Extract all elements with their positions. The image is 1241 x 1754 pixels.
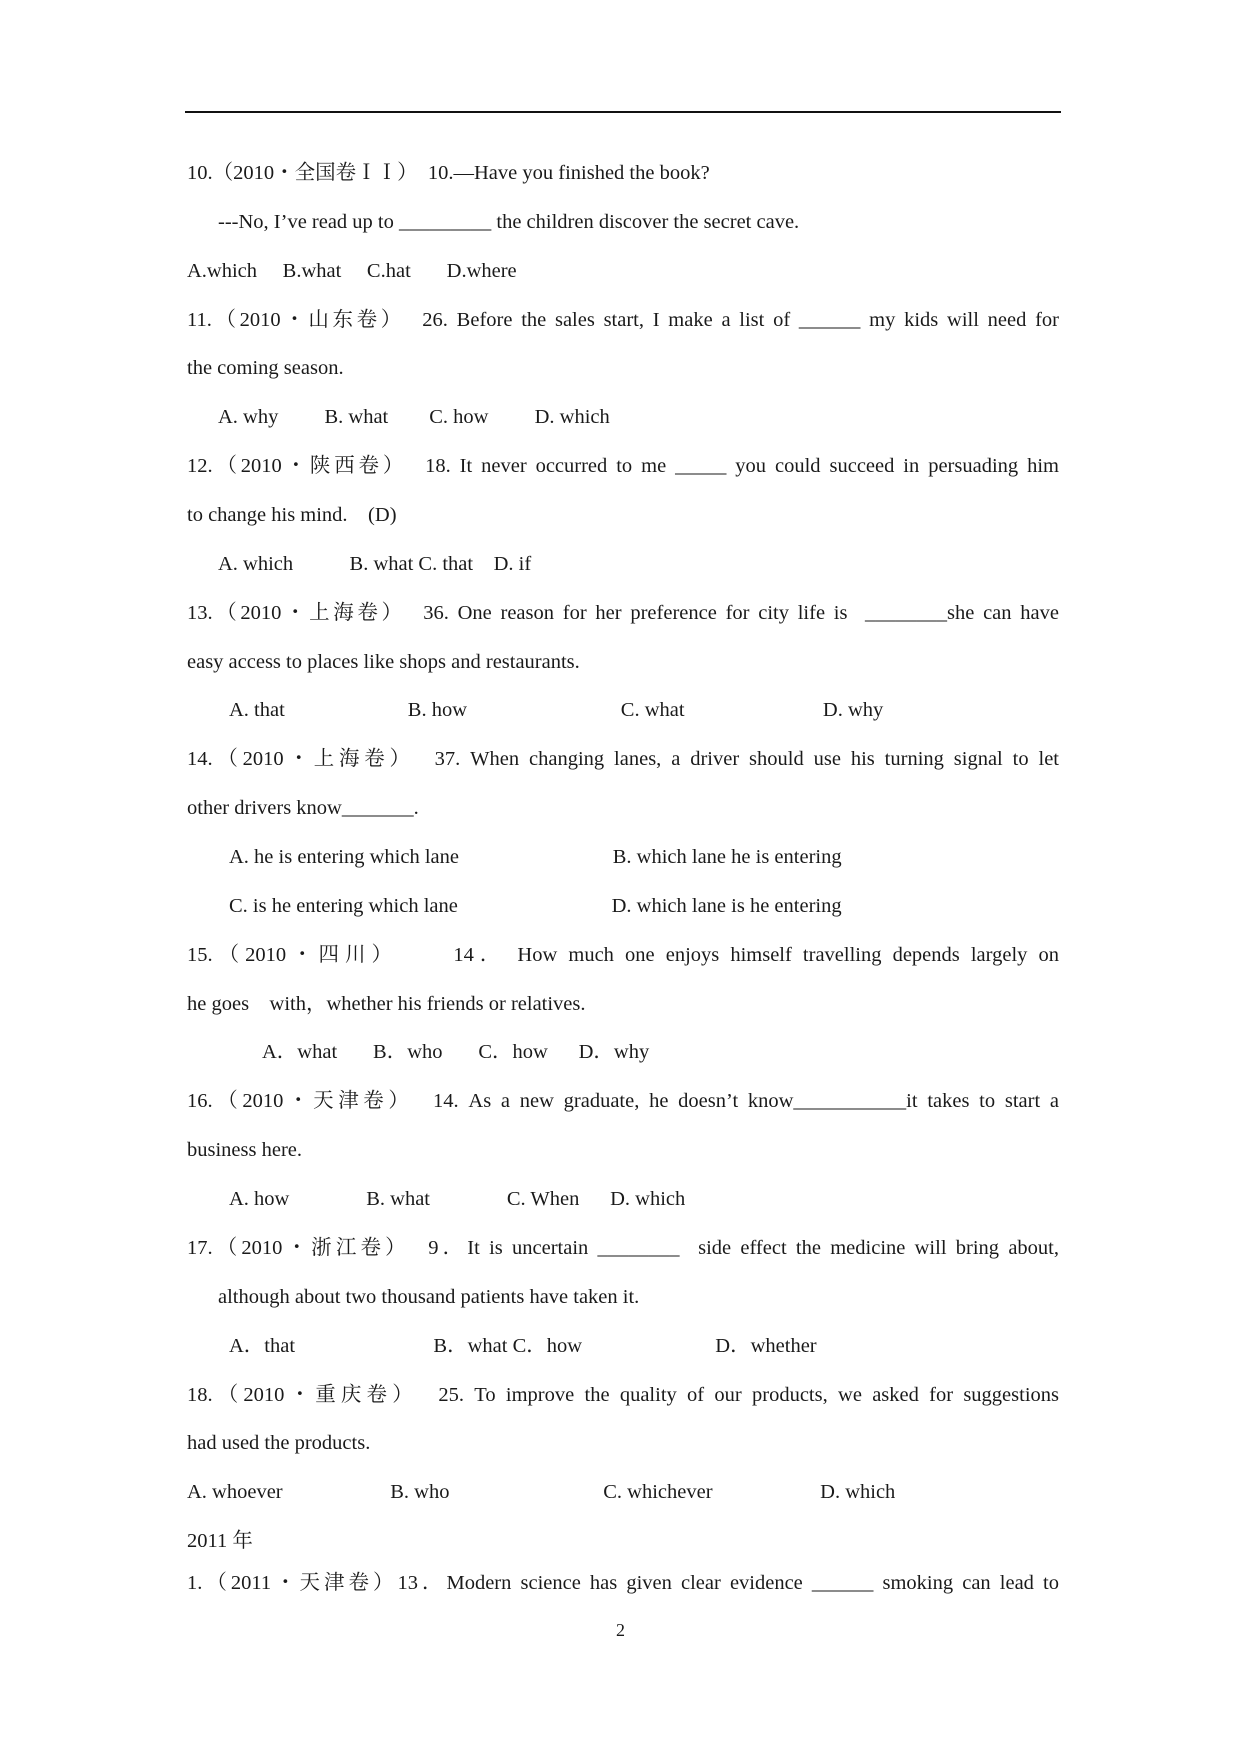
question-line: 11.（2010・山东卷） 26. Before the sales start, I make a list of ______ my kids will need for [187,309,1059,331]
question-line: 14.（2010・上海卷） 37. When changing lanes, a driver should use his turning signal to let [187,748,1059,770]
question-line: he goes with，whether his friends or relatives. [187,993,586,1015]
question-line: 16.（2010・天津卷） 14. As a new graduate, he doesn’t know___________it takes to start a [187,1090,1059,1112]
question-line: 10.（2010・全国卷ＩＩ） 10.—Have you finished the book? [187,162,710,184]
header-rule [185,111,1061,113]
question-line: ---No, I’ve read up to _________ the children discover the secret cave. [218,211,800,233]
question-line: 13.（2010・上海卷） 36. One reason for her preference for city life is ________she can have [187,602,1059,624]
question-line: business here. [187,1139,303,1161]
options-line: A. why B. what C. how D. which [218,406,610,428]
options-line: A. that B. how C. what D. why [229,699,884,721]
page-number: 2 [616,1620,625,1640]
year-heading: 2011 年 [187,1530,253,1552]
question-line: 1.（2011・天津卷）13．Modern science has given clear evidence ______ smoking can lead to [187,1572,1059,1594]
options-line: A．that B．what C．how D．whether [229,1335,817,1357]
options-line: C. is he entering which lane D. which lane is he entering [229,895,842,917]
question-line: 18.（2010・重庆卷） 25. To improve the quality of our products, we asked for suggestions [187,1384,1059,1406]
question-line: had used the products. [187,1432,371,1454]
options-line: A. which B. what C. that D. if [218,553,532,575]
question-line: although about two thousand patients have taken it. [218,1286,640,1308]
question-line: 17.（2010・浙江卷） 9．It is uncertain ________ side effect the medicine will bring about, [187,1237,1059,1259]
question-line: 15.（2010・四川） 14． How much one enjoys himself travelling depends largely on [187,944,1059,966]
question-line: other drivers know_______. [187,797,419,819]
question-line: to change his mind. (D) [187,504,397,526]
options-line: A. how B. what C. When D. which [229,1188,686,1210]
options-line: A．what B．who C．how D．why [262,1041,650,1063]
options-line: A. whoever B. who C. whichever D. which [187,1481,896,1503]
question-line: easy access to places like shops and restaurants. [187,651,580,673]
options-line: A. he is entering which lane B. which lane he is entering [229,846,842,868]
question-line: the coming season. [187,357,344,379]
options-line: A.which B.what C.hat D.where [187,260,517,282]
question-line: 12.（2010・陕西卷） 18. It never occurred to me _____ you could succeed in persuading him [187,455,1059,477]
